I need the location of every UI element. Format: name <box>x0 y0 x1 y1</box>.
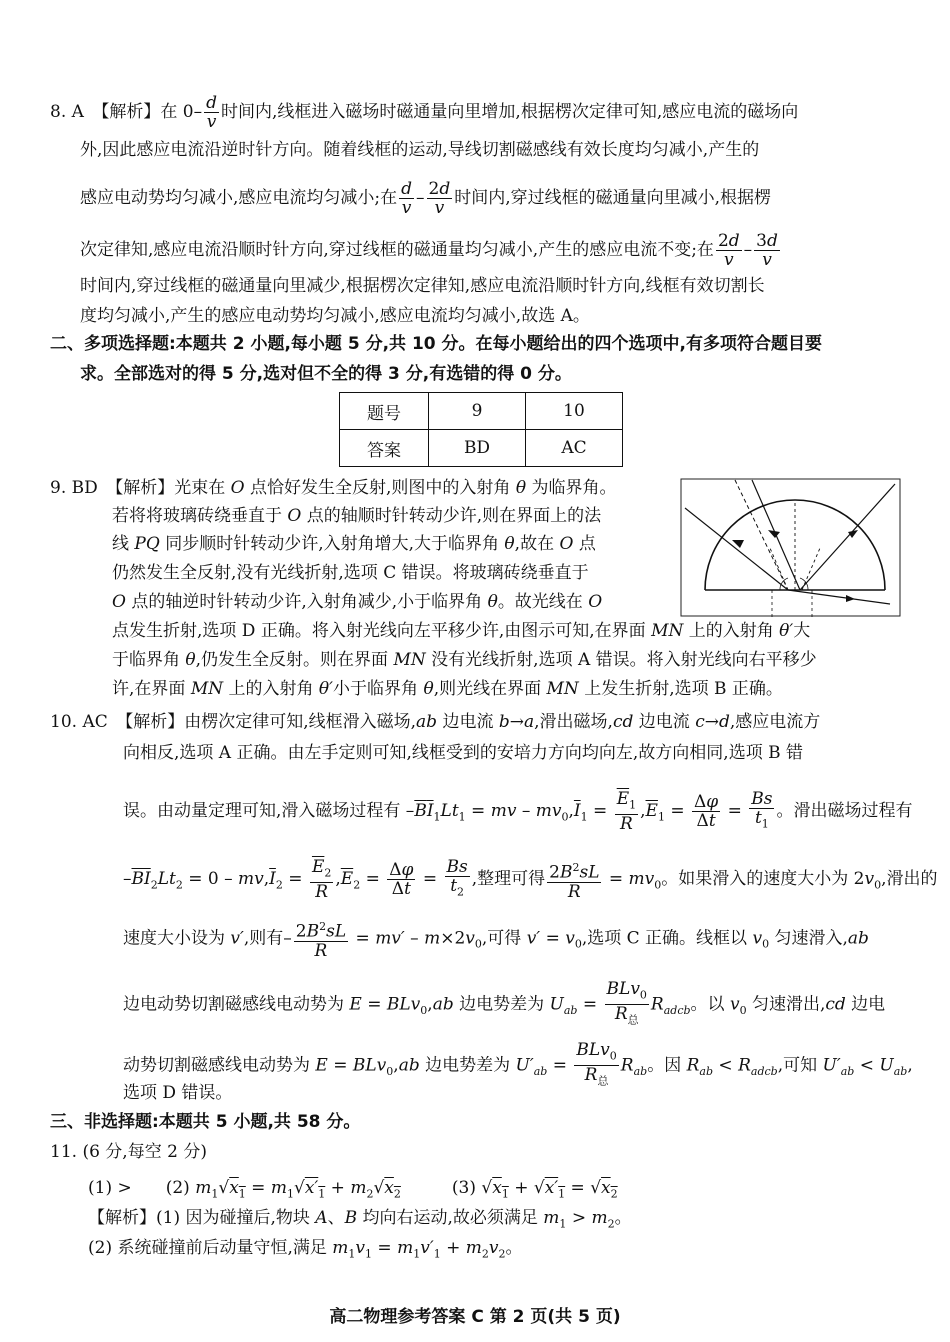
table-cell: 9 <box>429 393 526 430</box>
q9-line7: 于临界角 θ,仍发生全反射。则在界面 MN 没有光线折射,选项 A 错误。将入射光线向右平移少 <box>112 650 817 670</box>
answer-table <box>339 392 623 467</box>
q9-line4: 仍然发生全反射,没有光线折射,选项 C 错误。将玻璃砖绕垂直于 <box>112 563 589 583</box>
q8-line5: 时间内,穿过线框的磁通量向里减少,根据楞次定律知,感应电流沿顺时针方向,线框有效切割长 <box>80 276 765 296</box>
q8-line4: 次定律知,感应电流沿顺时针方向,穿过线框的磁通量均匀减小,产生的感应电流不变;在 $\frac{2d}{v}$ – $\frac{3d}{v}$ <box>80 231 778 270</box>
q10-line7: 动势切割磁感线电动势为 E = BLv$_0$,ab 边电势差为 $U'_{ab}$ = $\frac{BLv_0}{R_总}$ $R_{ab}$。因 $R_{ab} < R_{adcb}$,可知 $U'_{ab} < U_{ab}$, <box>123 1040 913 1088</box>
q10-line4: $-BI_2Lt_2 = 0 - mv,\overline{I}_2$ = $\frac{\overline{E}_2}{R}$ $,\overline{E}_2$ = $\frac{\Delta\varphi}{\Delta t}$ = $\frac{Bs}{t_2}$ ,整理可得 $\frac{2B^2sL}{R}$ = $mv_0$。如果滑入的速度大小为 $2v_0$,滑出的 <box>123 857 938 903</box>
table-row <box>340 393 623 430</box>
section2-heading-line2: 求。全部选对的得 5 分,选对但不全的得 3 分,有选错的得 0 分。 <box>80 364 572 384</box>
q10-line1: 10. AC 【解析】由楞次定律可知,线框滑入磁场,ab 边电流 b→a,滑出磁场,cd 边电流 c→d,感应电流方 <box>50 712 821 732</box>
q8-line6: 度均匀减小,产生的感应电动势均匀减小,感应电流均匀减小,故选 A。 <box>80 306 590 326</box>
q10-line5: 速度大小设为 v′,则有– $\frac{2B^2sL}{R}$ = $mv' - m\times 2v_0$,可得 $v' = v_0$,选项 C 正确。线框以 $v_0$ 匀速滑入,ab <box>123 920 869 961</box>
q9-line2: 若将将玻璃砖绕垂直于 O 点的轴顺时针转动少许,则在界面上的法 <box>112 506 602 526</box>
page-footer: 高二物理参考答案 C 第 2 页(共 5 页) <box>329 1307 621 1327</box>
q10-line2: 向相反,选项 A 正确。由左手定则可知,线框受到的安培力方向均向左,故方向相同,选项 B 错 <box>123 743 803 763</box>
q11-explanation-2: (2) 系统碰撞前后动量守恒,满足 $m_1v_1 = m_1v'_1 + m_2v_2$。 <box>88 1238 523 1261</box>
table-cell: 10 <box>526 393 623 430</box>
q9-line8: 许,在界面 MN 上的入射角 θ′小于临界角 θ,则光线在界面 MN 上发生折射,选项 B 正确。 <box>112 679 783 699</box>
q10-line6: 边电动势切割磁感线电动势为 E = BLv$_0$,ab 边电势差为 $U_{ab}$ = $\frac{BLv_0}{R_总}$ $R_{adcb}$。以 $v_0$ 匀速滑出,cd 边电 <box>123 979 886 1027</box>
section3-heading: 三、非选择题:本题共 5 小题,共 58 分。 <box>50 1112 361 1132</box>
q10-line3: 误。由动量定理可知,滑入磁场过程有 $-BI_1Lt_1$ = mv – $mv_0,\overline{I}_1$ = $\frac{\overline{E}_1}{R}$ $,\overline{E}_1$ = $\frac{\Delta\varphi}{\Delta t}$ = $\frac{Bs}{t_1}$ 。滑出磁场过程有 <box>123 789 913 835</box>
semicircle-glass-diagram <box>680 478 902 618</box>
q9-line6: 点发生折射,选项 D 正确。将入射光线向左平移少许,由图示可知,在界面 MN 上的入射角 θ′大 <box>112 621 811 641</box>
q8-line3: 感应电动势均匀减小,感应电流均匀减小;在 $\frac{d}{v}$ – $\frac{2d}{v}$ 时间内,穿过线框的磁通量向里减小,根据楞 <box>80 179 772 218</box>
table-row <box>340 430 623 467</box>
q11-explanation-1: 【解析】(1) 因为碰撞后,物块 A、B 均向右运动,故必须满足 $m_1 > m_2$。 <box>88 1208 632 1231</box>
q9-line1: 9. BD 【解析】光束在 O 点恰好发生全反射,则图中的入射角 θ 为临界角。 <box>50 478 617 498</box>
section2-heading-line1: 二、多项选择题:本题共 2 小题,每小题 5 分,共 10 分。在每小题给出的四个选项中,有多项符合题目要 <box>50 334 822 354</box>
q10-line8: 选项 D 错误。 <box>123 1083 233 1103</box>
q8-line2: 外,因此感应电流沿逆时针方向。随着线框的运动,导线切割磁感线有效长度均匀减小,产生的 <box>80 140 760 160</box>
table-cell: AC <box>526 430 623 467</box>
table-cell: 题号 <box>340 393 429 430</box>
q11-head: 11. (6 分,每空 2 分) <box>50 1142 207 1162</box>
q9-line5: O 点的轴逆时针转动少许,入射角减少,小于临界角 θ。故光线在 O <box>112 592 603 612</box>
table-cell: BD <box>429 430 526 467</box>
table-cell: 答案 <box>340 430 429 467</box>
q8-line1: 8. A 【解析】在 0– $\frac{d}{v}$ 时间内,线框进入磁场时磁通量向里增加,根据楞次定律可知,感应电流的磁场向 <box>50 93 799 132</box>
q11-answers: (1) > (2) $m_1√x_1 = m_1√x'_1 + m_2√x_2$ (3) $√x_1 + √x'_1 = √x_2$ <box>88 1178 618 1201</box>
q9-line3: 线 PQ 同步顺时针转动少许,入射角增大,大于临界角 θ,故在 O 点 <box>112 534 596 554</box>
